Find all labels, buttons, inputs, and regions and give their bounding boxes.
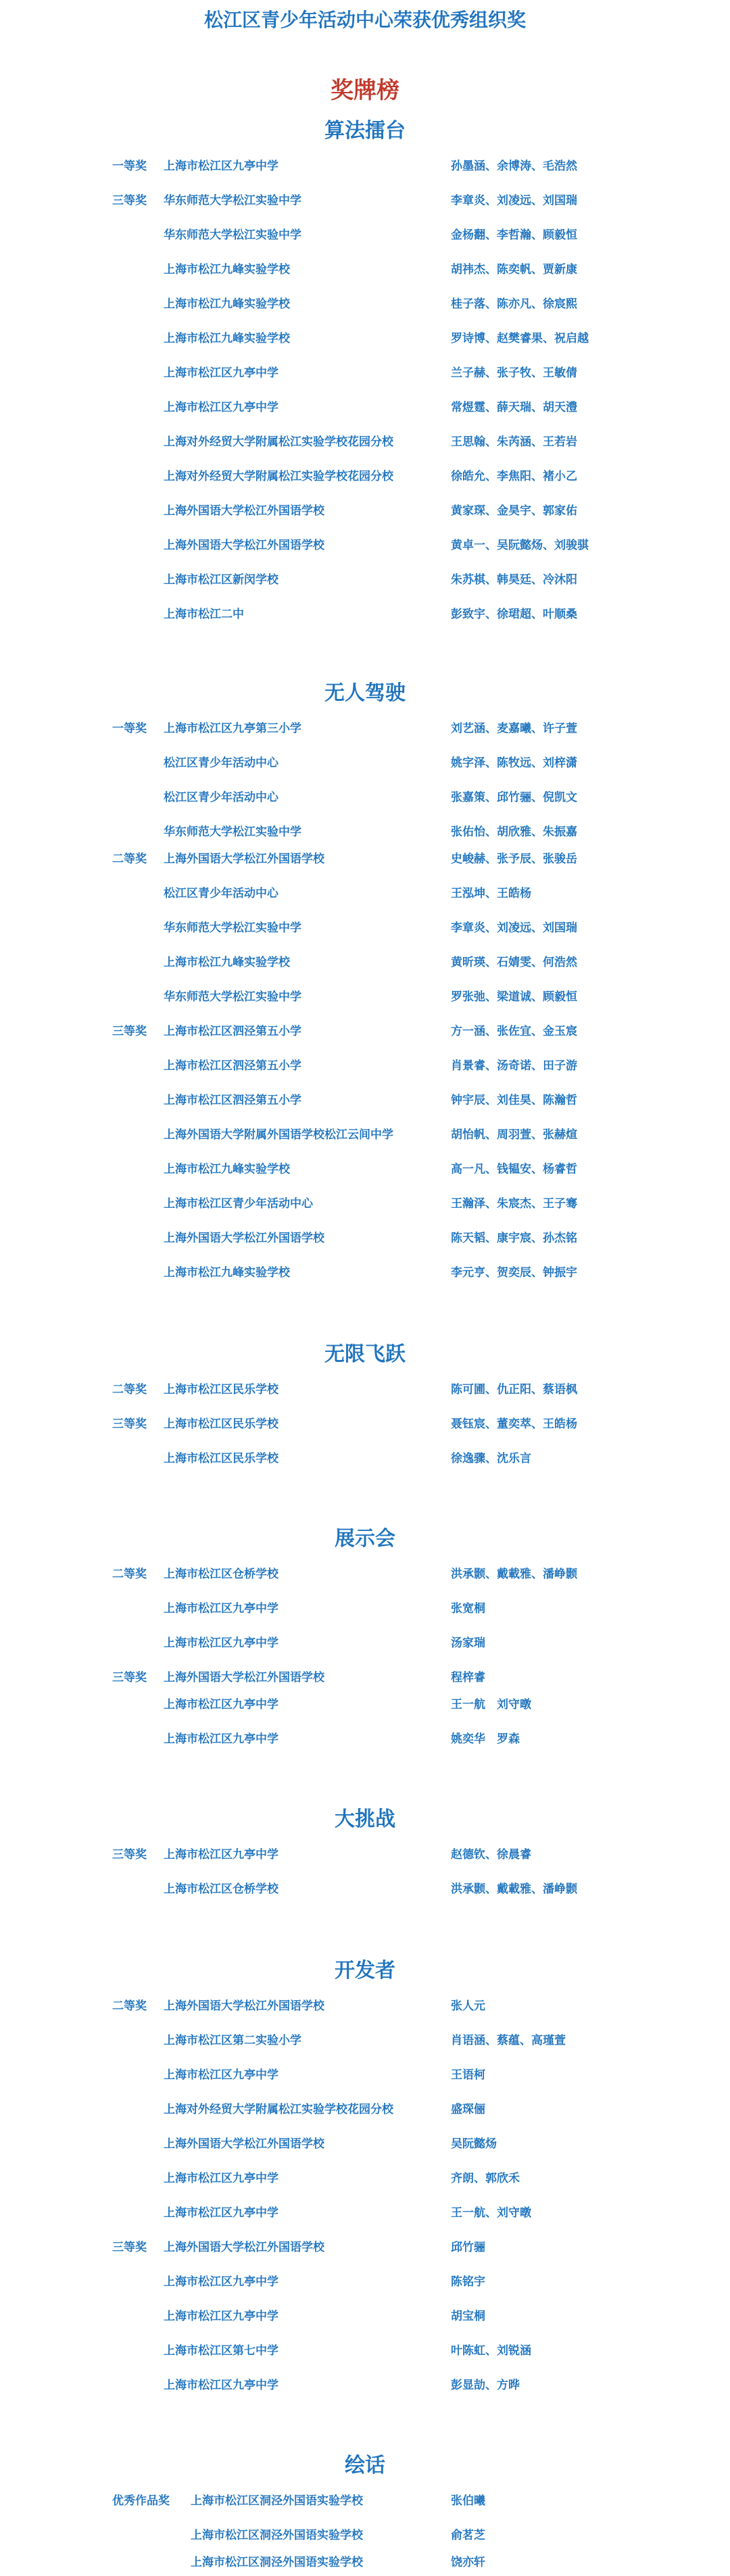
award-row xyxy=(0,497,730,532)
student-names: 肖景睿、汤奇诺、田子游 xyxy=(451,1059,577,1073)
section-title: 无人驾驶 xyxy=(324,681,406,705)
school-name: 上海市松江九峰实验学校 xyxy=(164,1266,290,1280)
award-row xyxy=(0,2131,730,2165)
award-row xyxy=(0,463,730,497)
award-row xyxy=(0,325,730,360)
award-row xyxy=(0,256,730,291)
student-names: 罗张弛、梁道诚、顾毅恒 xyxy=(451,990,577,1004)
school-name: 上海市松江区民乐学校 xyxy=(164,1417,278,1431)
award-level: 三等奖 xyxy=(112,1671,147,1684)
award-row xyxy=(0,429,730,463)
award-level: 一等奖 xyxy=(112,722,147,735)
student-names: 姚字泽、陈牧远、刘梓潇 xyxy=(451,756,577,770)
school-name: 上海市松江区青少年活动中心 xyxy=(164,1197,313,1211)
student-names: 王思翰、朱芮涵、王若岩 xyxy=(451,435,577,449)
student-names: 胡祎杰、陈奕帆、贾新康 xyxy=(451,263,577,276)
award-level: 三等奖 xyxy=(112,1025,147,1038)
award-row xyxy=(0,153,730,187)
student-names: 兰子赫、张子牧、王敏倩 xyxy=(451,366,577,380)
award-row xyxy=(0,1259,730,1294)
school-name: 华东师范大学松江实验中学 xyxy=(164,825,301,839)
school-name: 上海市松江区九亭中学 xyxy=(164,1732,278,1746)
school-name: 上海市松江区第二实验小学 xyxy=(164,2034,301,2047)
student-names: 王一航、刘守暾 xyxy=(451,2206,531,2220)
school-name: 上海市松江区九亭中学 xyxy=(164,160,278,173)
board-title: 奖牌榜 xyxy=(331,77,399,104)
award-row xyxy=(0,601,730,635)
award-row xyxy=(0,1121,730,1156)
award-level: 三等奖 xyxy=(112,194,147,208)
school-name: 上海外国语大学松江外国语学校 xyxy=(164,1232,324,1245)
award-level: 二等奖 xyxy=(112,1999,147,2013)
school-name: 华东师范大学松江实验中学 xyxy=(164,228,301,242)
school-name: 上海市松江区新闵学校 xyxy=(164,573,278,587)
award-row xyxy=(0,2522,730,2549)
award-row xyxy=(0,1561,730,1595)
award-row xyxy=(0,1225,730,1259)
school-name: 上海市松江区洞泾外国语实验学校 xyxy=(191,2494,363,2508)
student-names: 徐逸骤、沈乐言 xyxy=(451,1452,531,1465)
award-row xyxy=(0,291,730,325)
student-names: 方一涵、张佐宜、金玉宸 xyxy=(451,1025,577,1038)
student-names: 赵德钦、徐晨睿 xyxy=(451,1848,531,1862)
award-row xyxy=(0,2372,730,2406)
school-name: 上海市松江二中 xyxy=(164,608,244,621)
school-name: 上海市松江九峰实验学校 xyxy=(164,1163,290,1176)
award-level: 三等奖 xyxy=(112,1417,147,1431)
school-name: 松江区青少年活动中心 xyxy=(164,756,278,770)
award-level: 二等奖 xyxy=(112,1383,147,1396)
award-row xyxy=(0,2200,730,2234)
student-names: 洪承颢、戴載雅、潘峥颢 xyxy=(451,1568,577,1581)
student-names: 张人元 xyxy=(451,1999,485,2013)
school-name: 上海市松江区第七中学 xyxy=(164,2344,278,2358)
school-name: 上海市松江九峰实验学校 xyxy=(164,297,290,311)
award-row xyxy=(0,1664,730,1691)
award-section xyxy=(0,1955,730,2406)
student-names: 胡宝桐 xyxy=(451,2310,485,2323)
student-names: 汤家瑞 xyxy=(451,1636,485,1650)
school-name: 上海市松江区九亭中学 xyxy=(164,1602,278,1615)
award-row xyxy=(0,2549,730,2576)
award-level: 二等奖 xyxy=(112,1568,147,1581)
school-name: 上海外国语大学附属外国语学校松江云间中学 xyxy=(164,1128,393,1142)
award-row xyxy=(0,1993,730,2027)
award-row xyxy=(0,819,730,846)
award-row xyxy=(0,1691,730,1726)
award-list xyxy=(0,153,730,635)
student-names: 王一航 刘守暾 xyxy=(451,1698,531,1711)
student-names: 李元亨、贺奕辰、钟振宇 xyxy=(451,1266,577,1280)
award-row xyxy=(0,750,730,784)
student-names: 朱苏棋、韩昊廷、冷沐阳 xyxy=(451,573,577,587)
award-level: 一等奖 xyxy=(112,160,147,173)
school-name: 上海市松江区洞泾外国语实验学校 xyxy=(191,2529,363,2542)
award-row xyxy=(0,1595,730,1630)
student-names: 张宽桐 xyxy=(451,1602,485,1615)
award-row xyxy=(0,566,730,601)
award-row xyxy=(0,1411,730,1445)
student-names: 黄卓一、吴阮懿炀、刘骏骐 xyxy=(451,539,589,552)
award-row xyxy=(0,1376,730,1411)
award-list xyxy=(0,1561,730,1760)
award-row xyxy=(0,394,730,429)
student-names: 李章炎、刘凌远、刘国瑞 xyxy=(451,194,577,208)
school-name: 华东师范大学松江实验中学 xyxy=(164,990,301,1004)
award-row xyxy=(0,1156,730,1190)
award-row xyxy=(0,187,730,222)
school-name: 上海市松江区九亭中学 xyxy=(164,2206,278,2220)
award-row xyxy=(0,2234,730,2268)
school-name: 上海外国语大学松江外国语学校 xyxy=(164,2241,324,2254)
student-names: 孙墨涵、余博涛、毛浩然 xyxy=(451,160,577,173)
section-title: 绘话 xyxy=(345,2454,385,2477)
award-row xyxy=(0,949,730,983)
student-names: 王瀚泽、朱宸杰、王子骞 xyxy=(451,1197,577,1211)
student-names: 王语柯 xyxy=(451,2068,485,2082)
student-names: 饶亦轩 xyxy=(451,2556,485,2569)
section-title: 开发者 xyxy=(335,1959,395,1983)
award-row xyxy=(0,2096,730,2131)
student-names: 李章炎、刘凌远、刘国瑞 xyxy=(451,921,577,935)
student-names: 肖语涵、蔡蕴、高瑾萱 xyxy=(451,2034,566,2047)
section-title: 展示会 xyxy=(335,1527,395,1551)
award-section xyxy=(0,1803,730,1910)
award-row xyxy=(0,222,730,256)
award-level: 三等奖 xyxy=(112,1848,147,1862)
section-title: 大挑战 xyxy=(335,1807,395,1831)
student-names: 胡怡帆、周羽萱、张赫煊 xyxy=(451,1128,577,1142)
award-list xyxy=(0,1993,730,2406)
school-name: 上海市松江区九亭第三小学 xyxy=(164,722,301,735)
award-row xyxy=(0,1018,730,1052)
school-name: 上海外国语大学松江外国语学校 xyxy=(164,2137,324,2151)
school-name: 上海对外经贸大学附属松江实验学校花园分校 xyxy=(164,470,393,483)
award-row xyxy=(0,1190,730,1225)
student-names: 张佑怡、胡欣雅、朱振嘉 xyxy=(451,825,577,839)
school-name: 华东师范大学松江实验中学 xyxy=(164,194,301,208)
school-name: 上海市松江区九亭中学 xyxy=(164,2310,278,2323)
school-name: 上海市松江区九亭中学 xyxy=(164,401,278,414)
award-row xyxy=(0,1630,730,1664)
school-name: 上海市松江区九亭中学 xyxy=(164,2068,278,2082)
award-list xyxy=(0,1376,730,1480)
award-row xyxy=(0,2303,730,2337)
student-names: 常煜霆、薛天瑞、胡天澧 xyxy=(451,401,577,414)
school-name: 上海外国语大学松江外国语学校 xyxy=(164,504,324,518)
school-name: 上海市松江区仓桥学校 xyxy=(164,1882,278,1896)
award-row xyxy=(0,2027,730,2062)
award-list xyxy=(0,2487,730,2576)
student-names: 黄昕瑛、石婧雯、何浩然 xyxy=(451,956,577,969)
school-name: 上海市松江区民乐学校 xyxy=(164,1452,278,1465)
award-sections xyxy=(0,115,730,2576)
award-row xyxy=(0,1052,730,1087)
award-row xyxy=(0,2165,730,2200)
student-names: 齐朗、郭欣禾 xyxy=(451,2172,520,2185)
student-names: 刘艺涵、麦嘉曦、许子萱 xyxy=(451,722,577,735)
school-name: 上海市松江九峰实验学校 xyxy=(164,332,290,345)
award-row xyxy=(0,983,730,1018)
student-names: 俞茗芝 xyxy=(451,2529,485,2542)
school-name: 松江区青少年活动中心 xyxy=(164,791,278,804)
student-names: 金杨翻、李哲瀚、顾毅恒 xyxy=(451,228,577,242)
student-names: 彭致宇、徐珺超、叶顺桑 xyxy=(451,608,577,621)
school-name: 上海市松江区九亭中学 xyxy=(164,1698,278,1711)
school-name: 上海市松江区仓桥学校 xyxy=(164,1568,278,1581)
school-name: 上海外国语大学松江外国语学校 xyxy=(164,1999,324,2013)
award-list xyxy=(0,715,730,1294)
award-section xyxy=(0,2450,730,2576)
school-name: 上海市松江区洞泾外国语实验学校 xyxy=(191,2556,363,2569)
student-names: 桂子落、陈亦凡、徐宸熙 xyxy=(451,297,577,311)
student-names: 王泓坤、王皓杨 xyxy=(451,887,531,900)
school-name: 上海市松江区泗泾第五小学 xyxy=(164,1025,301,1038)
award-section xyxy=(0,1338,730,1480)
school-name: 上海外国语大学松江外国语学校 xyxy=(164,539,324,552)
award-row xyxy=(0,1087,730,1121)
award-row xyxy=(0,846,730,880)
student-names: 吴阮懿炀 xyxy=(451,2137,497,2151)
award-section xyxy=(0,677,730,1294)
award-level: 三等奖 xyxy=(112,2241,147,2254)
student-names: 钟宇辰、刘佳昊、陈瀚哲 xyxy=(451,1094,577,1107)
student-names: 徐皓允、李焦阳、褚小乙 xyxy=(451,470,577,483)
student-names: 叶陈虹、刘锐涵 xyxy=(451,2344,531,2358)
award-row xyxy=(0,1841,730,1876)
student-names: 陈天韬、康宇宸、孙杰铭 xyxy=(451,1232,577,1245)
student-names: 陈铭宇 xyxy=(451,2275,485,2289)
award-row xyxy=(0,360,730,394)
student-names: 姚奕华 罗森 xyxy=(451,1732,520,1746)
school-name: 上海市松江区九亭中学 xyxy=(164,2275,278,2289)
school-name: 上海市松江九峰实验学校 xyxy=(164,263,290,276)
school-name: 松江区青少年活动中心 xyxy=(164,887,278,900)
school-name: 上海市松江区九亭中学 xyxy=(164,366,278,380)
award-section xyxy=(0,115,730,635)
award-row xyxy=(0,1726,730,1760)
award-row xyxy=(0,2268,730,2303)
school-name: 上海市松江区九亭中学 xyxy=(164,1636,278,1650)
student-names: 洪承颢、戴載雅、潘峥颢 xyxy=(451,1882,577,1896)
student-names: 张伯曦 xyxy=(451,2494,485,2508)
student-names: 高一凡、钱韫安、杨睿哲 xyxy=(451,1163,577,1176)
student-names: 陈可圃、仇正阳、蔡语枫 xyxy=(451,1383,577,1396)
page-title: 松江区青少年活动中心荣获优秀组织奖 xyxy=(203,9,526,31)
award-row xyxy=(0,2337,730,2372)
student-names: 黄家琛、金昊宇、郭家佑 xyxy=(451,504,577,518)
school-name: 上海市松江九峰实验学校 xyxy=(164,956,290,969)
school-name: 华东师范大学松江实验中学 xyxy=(164,921,301,935)
section-title: 算法擂台 xyxy=(324,119,406,143)
school-name: 上海市松江区九亭中学 xyxy=(164,2172,278,2185)
school-name: 上海外国语大学松江外国语学校 xyxy=(164,852,324,866)
school-name: 上海外国语大学松江外国语学校 xyxy=(164,1671,324,1684)
award-row xyxy=(0,1445,730,1480)
student-names: 彭显劼、方晔 xyxy=(451,2379,520,2392)
section-title: 无限飞跃 xyxy=(324,1342,406,1366)
school-name: 上海市松江区泗泾第五小学 xyxy=(164,1059,301,1073)
school-name: 上海市松江区泗泾第五小学 xyxy=(164,1094,301,1107)
award-row xyxy=(0,915,730,949)
award-list xyxy=(0,1841,730,1910)
student-names: 聂钰宸、董奕萃、王皓杨 xyxy=(451,1417,577,1431)
student-names: 程梓睿 xyxy=(451,1671,485,1684)
student-names: 邱竹骊 xyxy=(451,2241,485,2254)
award-row xyxy=(0,1876,730,1910)
student-names: 史峻赫、张予辰、张骏岳 xyxy=(451,852,577,866)
award-row xyxy=(0,784,730,819)
student-names: 张嘉策、邱竹骊、倪凯文 xyxy=(451,791,577,804)
school-name: 上海市松江区民乐学校 xyxy=(164,1383,278,1396)
school-name: 上海对外经贸大学附属松江实验学校花园分校 xyxy=(164,435,393,449)
school-name: 上海市松江区九亭中学 xyxy=(164,1848,278,1862)
award-level: 二等奖 xyxy=(112,852,147,866)
award-row xyxy=(0,880,730,915)
award-row xyxy=(0,715,730,750)
award-level: 优秀作品奖 xyxy=(112,2494,170,2508)
school-name: 上海对外经贸大学附属松江实验学校花园分校 xyxy=(164,2103,393,2116)
school-name: 上海市松江区九亭中学 xyxy=(164,2379,278,2392)
student-names: 盛琛俪 xyxy=(451,2103,485,2116)
award-section xyxy=(0,1523,730,1760)
award-row xyxy=(0,2062,730,2096)
award-row xyxy=(0,532,730,566)
student-names: 罗诗博、赵樊睿果、祝启越 xyxy=(451,332,589,345)
